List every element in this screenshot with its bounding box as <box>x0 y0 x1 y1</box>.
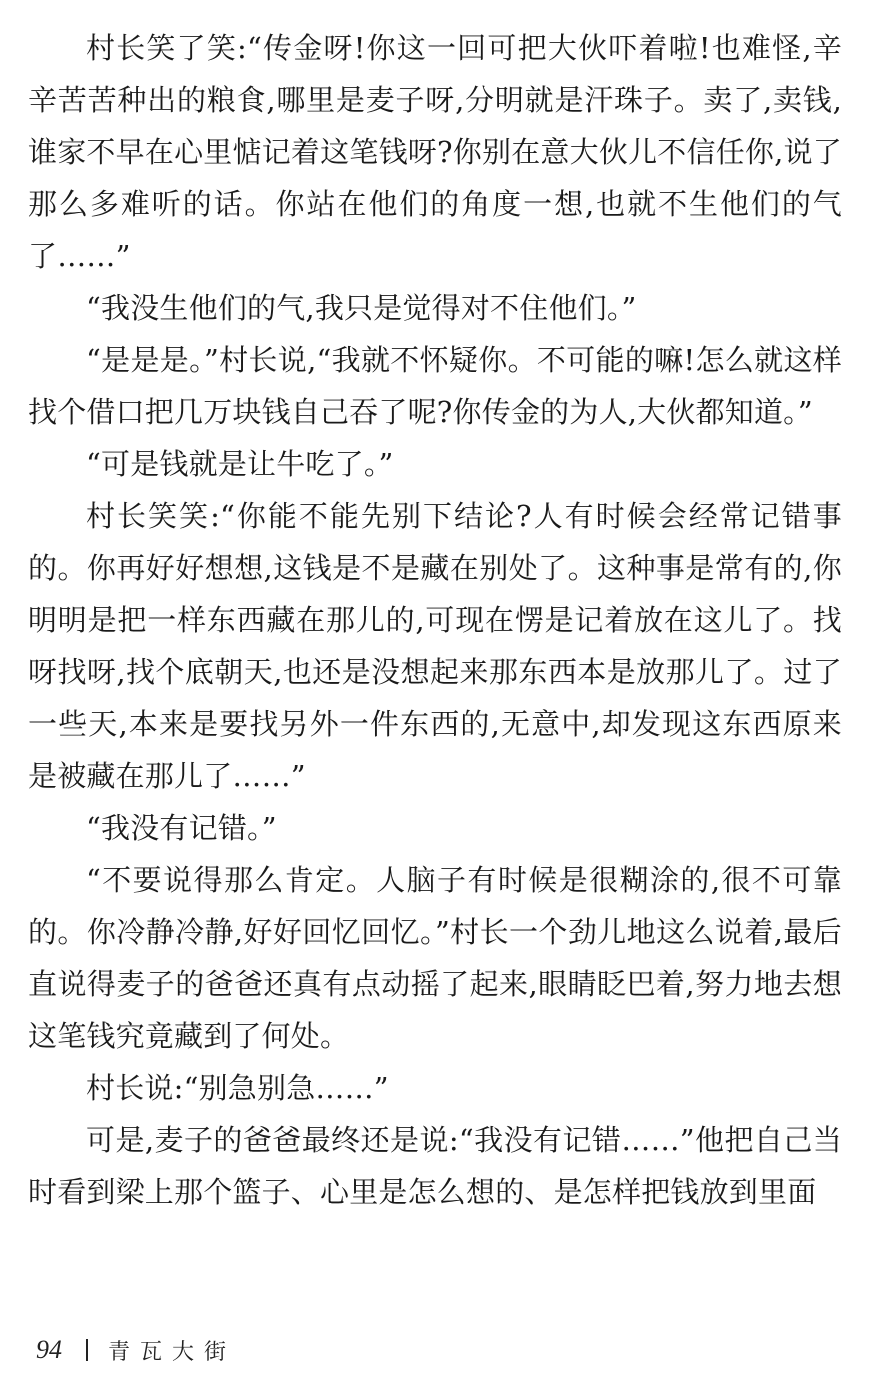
paragraph: “可是钱就是让牛吃了。” <box>86 447 394 481</box>
paragraph: “不要说得那么肯定。人脑子有时候是很糊涂的,很不可靠的。你冷静冷静,好好回忆回忆。”村长一个劲儿地这么说着,最后直说得麦子的爸爸还真有点动摇了起来,眼睛眨巴着,努力地去想这笔钱究竟藏到了何处。 <box>28 863 842 1053</box>
book-title: 青瓦大街 <box>108 1339 237 1365</box>
page-body <box>28 22 842 1218</box>
page-footer <box>36 1330 236 1370</box>
paragraph: 村长笑了笑:“传金呀!你这一回可把大伙吓着啦!也难怪,辛辛苦苦种出的粮食,哪里是麦子呀,分明就是汗珠子。卖了,卖钱,谁家不早在心里惦记着这笔钱呀?你别在意大伙儿不信任你,说了那么多难听的话。你站在他们的角度一想,也就不生他们的气了……” <box>28 31 842 273</box>
paragraph: “我没生他们的气,我只是觉得对不住他们。” <box>86 291 637 325</box>
paragraph: 村长笑笑:“你能不能先别下结论?人有时候会经常记错事的。你再好好想想,这钱是不是藏在别处了。这种事是常有的,你明明是把一样东西藏在那儿的,可现在愣是记着放在这儿了。找呀找呀,找个底朝天,也还是没想起来那东西本是放那儿了。过了一些天,本来是要找另外一件东西的,无意中,却发现这东西原来是被藏在那儿了……” <box>28 499 842 793</box>
paragraph: “是是是。”村长说,“我就不怀疑你。不可能的嘛!怎么就这样找个借口把几万块钱自己吞了呢?你传金的为人,大伙都知道。” <box>28 343 842 429</box>
paragraph: 村长说:“别急别急……” <box>86 1071 389 1105</box>
page-number: 94 <box>36 1335 62 1364</box>
paragraph: 可是,麦子的爸爸最终还是说:“我没有记错……”他把自己当时看到梁上那个篮子、心里是怎么想的、是怎样把钱放到里面 <box>28 1123 842 1209</box>
paragraph: “我没有记错。” <box>86 811 277 845</box>
footer-divider <box>86 1339 88 1361</box>
